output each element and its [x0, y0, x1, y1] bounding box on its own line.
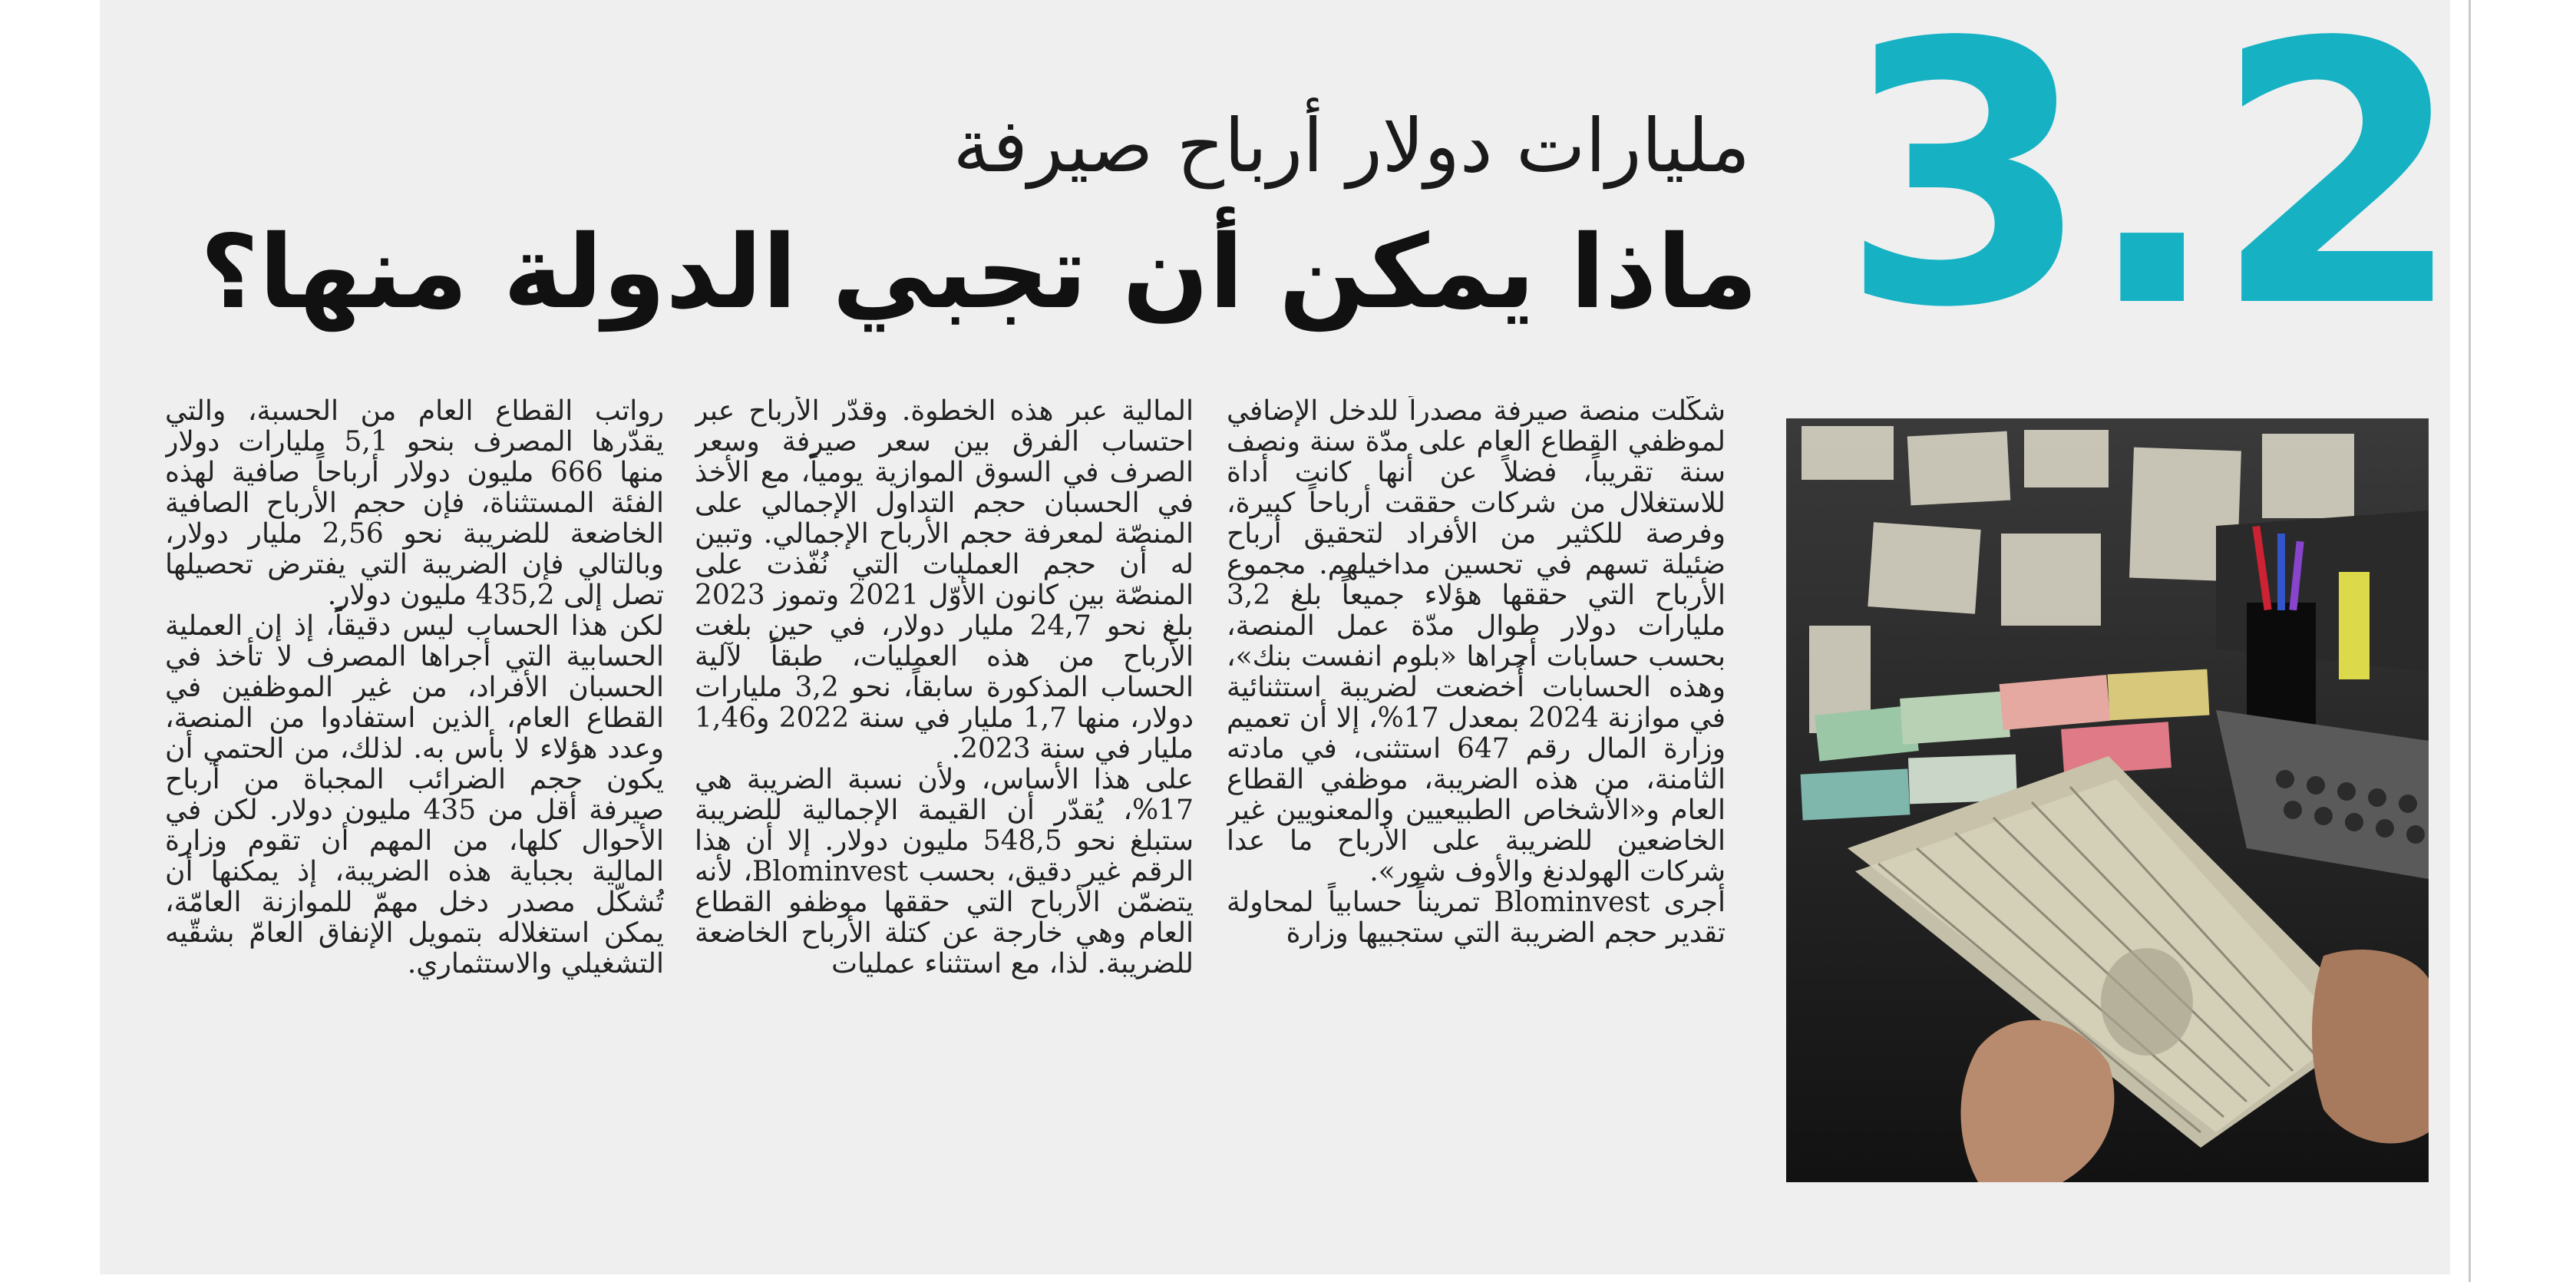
- paragraph: رواتب القطاع العام من الحسبة، والتي يقدّرها المصرف بنحو 5,1 مليارات دولار منها 666 مليون دولار أرباحاً صافية لهذه الفئة المستثناة، فإن حجم الأرباح الصافية الخاضعة للضريبة نحو 2,56 مليار دولار، وبالتالي فإن الضريبة التي يفترض تحصيلها تصل إلى 435,2 مليون دولار.: [165, 396, 664, 611]
- paragraph: المالية عبر هذه الخطوة. وقدّر الأرباح عبر احتساب الفرق بين سعر صيرفة وسعر الصرف في السوق الموازية يومياً، مع الأخذ في الحسبان حجم التداول الإجمالي على المنصّة لمعرفة حجم الأرباح الإجمالي. وتبين له أن حجم العمليات التي نُفّذت على المنصّة بين كانون الأوّل 2021 وتموز 2023 بلغ نحو 24,7 مليار دولار، في حين بلغت الأرباح من هذه العمليات، طبقاً لآلية الحساب المذكورة سابقاً، نحو 3,2 مليارات دولار، منها 1,7 مليار في سنة 2022 و1,46 مليار في سنة 2023.: [695, 396, 1194, 765]
- photo-illustration: [1786, 418, 2429, 1182]
- paragraph: شكّلت منصة صيرفة مصدراً للدخل الإضافي لموظفي القطاع العام على مدّة سنة ونصف سنة تقريباً، فضلاً عن أنها كانت أداة للاستغلال من شركات حققت أرباحاً كبيرة، وفرصة للكثير من الأفراد لتحقيق أرباح ضئيلة تسهم في تحسين مداخيلهم. مجموع الأرباح التي حققها هؤلاء جميعاً بلغ 3,2 مليارات دولار طوال مدّة عمل المنصة، بحسب حسابات أجراها «بلوم انفست بنك»، وهذه الحسابات أُخضعت لضريبة استثنائية في موازنة 2024 بمعدل 17%، إلا أن تعميم وزارة المال رقم 647 استثنى، في مادته الثامنة، من هذه الضريبة، موظفي القطاع العام و«الأشخاص الطبيعيين والمعنويين غير الخاضعين للضريبة على الأرباح ما عدا شركات الهولدنغ والأوف شور».: [1227, 396, 1726, 887]
- article-kicker: مليارات دولار أرباح صيرفة: [953, 103, 1750, 189]
- article-column-3: [165, 396, 664, 1202]
- paragraph: لكن هذا الحساب ليس دقيقاً، إذ إن العملية الحسابية التي أجراها المصرف لا تأخذ في الحسبان الأفراد، من غير الموظفين في القطاع العام، الذين استفادوا من المنصة، وعدد هؤلاء لا بأس به. لذلك، من الحتمي أن يكون حجم الضرائب المجباة من أرباح صيرفة أقل من 435 مليون دولار. لكن في الأحوال كلها، من المهم أن تقوم وزارة المالية بجباية هذه الضريبة، إذ يمكنها أن تُشكّل مصدر دخل مهمّ للموازنة العامّة، يمكن استغلاله بتمويل الإنفاق العامّ بشقّيه التشغيلي والاستثماري.: [165, 610, 664, 980]
- paragraph: أجرى Blominvest تمريناً حسابياً لمحاولة تقدير حجم الضريبة التي ستجبيها وزارة: [1227, 887, 1726, 949]
- headline-figure: 3.2: [1840, 0, 2456, 386]
- article-headline: ماذا يمكن أن تجبي الدولة منها؟: [200, 213, 1758, 332]
- page-edge-rule: [2469, 0, 2471, 1282]
- article-column-1: [1227, 396, 1726, 1202]
- article-column-2: [695, 396, 1194, 1202]
- paragraph: على هذا الأساس، ولأن نسبة الضريبة هي 17%، يُقدّر أن القيمة الإجمالية للضريبة ستبلغ نحو 548,5 مليون دولار. إلا أن هذا الرقم غير دقيق، بحسب Blominvest، لأنه يتضمّن الأرباح التي حققها موظفو القطاع العام وهي خارجة عن كتلة الأرباح الخاضعة للضريبة. لذا، مع استثناء عمليات: [695, 764, 1194, 980]
- money-counting-photo: [1786, 418, 2429, 1182]
